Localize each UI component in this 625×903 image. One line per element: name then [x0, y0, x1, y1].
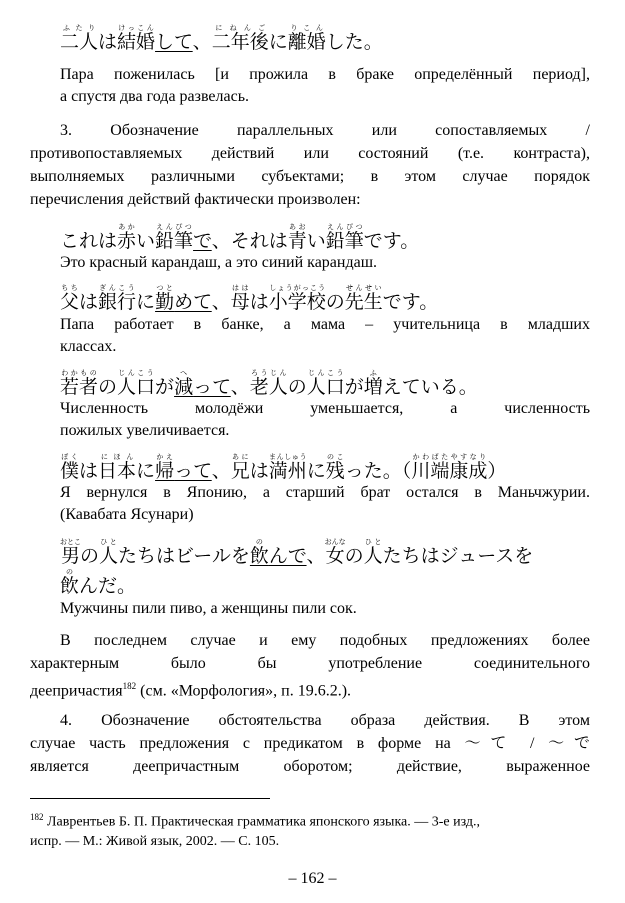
paragraph-last-line2: характерным было бы употребление соединительного [30, 655, 590, 672]
ru-translation-4-line2: (Кавабата Ясунари) [60, 506, 194, 523]
ru-translation-0-line1: Пара поженилась [и прожила в браке определённый период], [60, 66, 590, 83]
section-4-line2: случае часть предложения с предикатом в форме на ～て / ～で [30, 735, 590, 752]
underlined-te-form: 勤つとめて [155, 284, 212, 313]
ru-translation-3-line1: Численность молодёжи уменьшается, а численность [60, 400, 590, 417]
section-4-line3: является деепричастным оборотом; действие, выраженное [30, 758, 590, 775]
jp-example-3: 若者わかものの人口じんこうが減へって、老人ろうじんの人口じんこうが増ふえている。 [60, 369, 478, 398]
jp-example-5-line2: 飲のんだ。 [60, 568, 137, 597]
footnote: $^{182}$ Лаврентьев Б. П. Практическая грамматика японского языка. — 3-е изд., испр. — М.: Живой язык, 2002. — С. 105. [30, 812, 481, 849]
jp-example-4: 僕ぼくは日本にほんに帰かえって、兄あには満州まんしゅうに残のこった。（川端康成かわばたやすなり） [60, 453, 507, 482]
ru-translation-5: Мужчины пили пиво, а женщины пили сок. [60, 600, 357, 617]
ru-translation-2-line2: классах. [60, 338, 117, 355]
paragraph-last-line1: В последнем случае и ему подобных предложениях более [60, 632, 590, 649]
ru-translation-1: Это красный карандаш, а это синий карандаш. [60, 254, 378, 271]
underlined-te-form: 帰かえって [155, 453, 212, 482]
footnote-ref: 182 [122, 681, 137, 691]
underlined-de-form: 飲のんで [249, 538, 307, 567]
section-3-line1: 3. Обозначение параллельных или сопоставляемых / [60, 122, 590, 139]
jp-example-5-line1: 男おとこの人ひとたちはビールを飲のんで、女おんなの人ひとたちはジュースを [60, 538, 534, 567]
underlined-de-form: で [193, 230, 212, 252]
ru-translation-2-line1: Папа работает в банке, а мама – учительница в младших [60, 316, 590, 333]
ru-translation-0-line2: а спустя два года развелась. [60, 88, 250, 105]
underlined-te-form: 減へって [174, 369, 231, 398]
jp-example-0: 二人ふたりは結婚けっこんして、二年後にねんごに離婚りこんした。 [60, 24, 383, 53]
section-3-line2: противопоставляемых действий или состояний (т.е. контраста), [30, 145, 590, 162]
page-number: – 162 – [288, 870, 337, 887]
footnote-divider [30, 798, 270, 799]
ru-translation-4-line1: Я вернулся в Японию, а старший брат остался в Маньчжурии. [60, 484, 590, 501]
section-3-line3: выполняемых различными субъектами; в этом случае порядок [30, 168, 590, 185]
jp-example-2: 父ちちは銀行ぎんこうに勤つとめて、母ははは小学校しょうがっこうの先生せんせいです。 [60, 284, 439, 313]
section-4-line1: 4. Обозначение обстоятельства образа действия. В этом [60, 712, 590, 729]
underlined-te-form: して [155, 31, 193, 53]
jp-example-1: これは赤あかい鉛筆えんぴつで、それは青あおい鉛筆えんぴつです。 [60, 223, 420, 252]
paragraph-last-line3: деепричастия$^{182}$ (см. «Морфология», п. 19.6.2.). [30, 681, 352, 700]
ru-translation-3-line2: пожилых увеличивается. [60, 422, 230, 439]
section-3-line4: перечисления действий фактически произволен: [30, 191, 361, 208]
